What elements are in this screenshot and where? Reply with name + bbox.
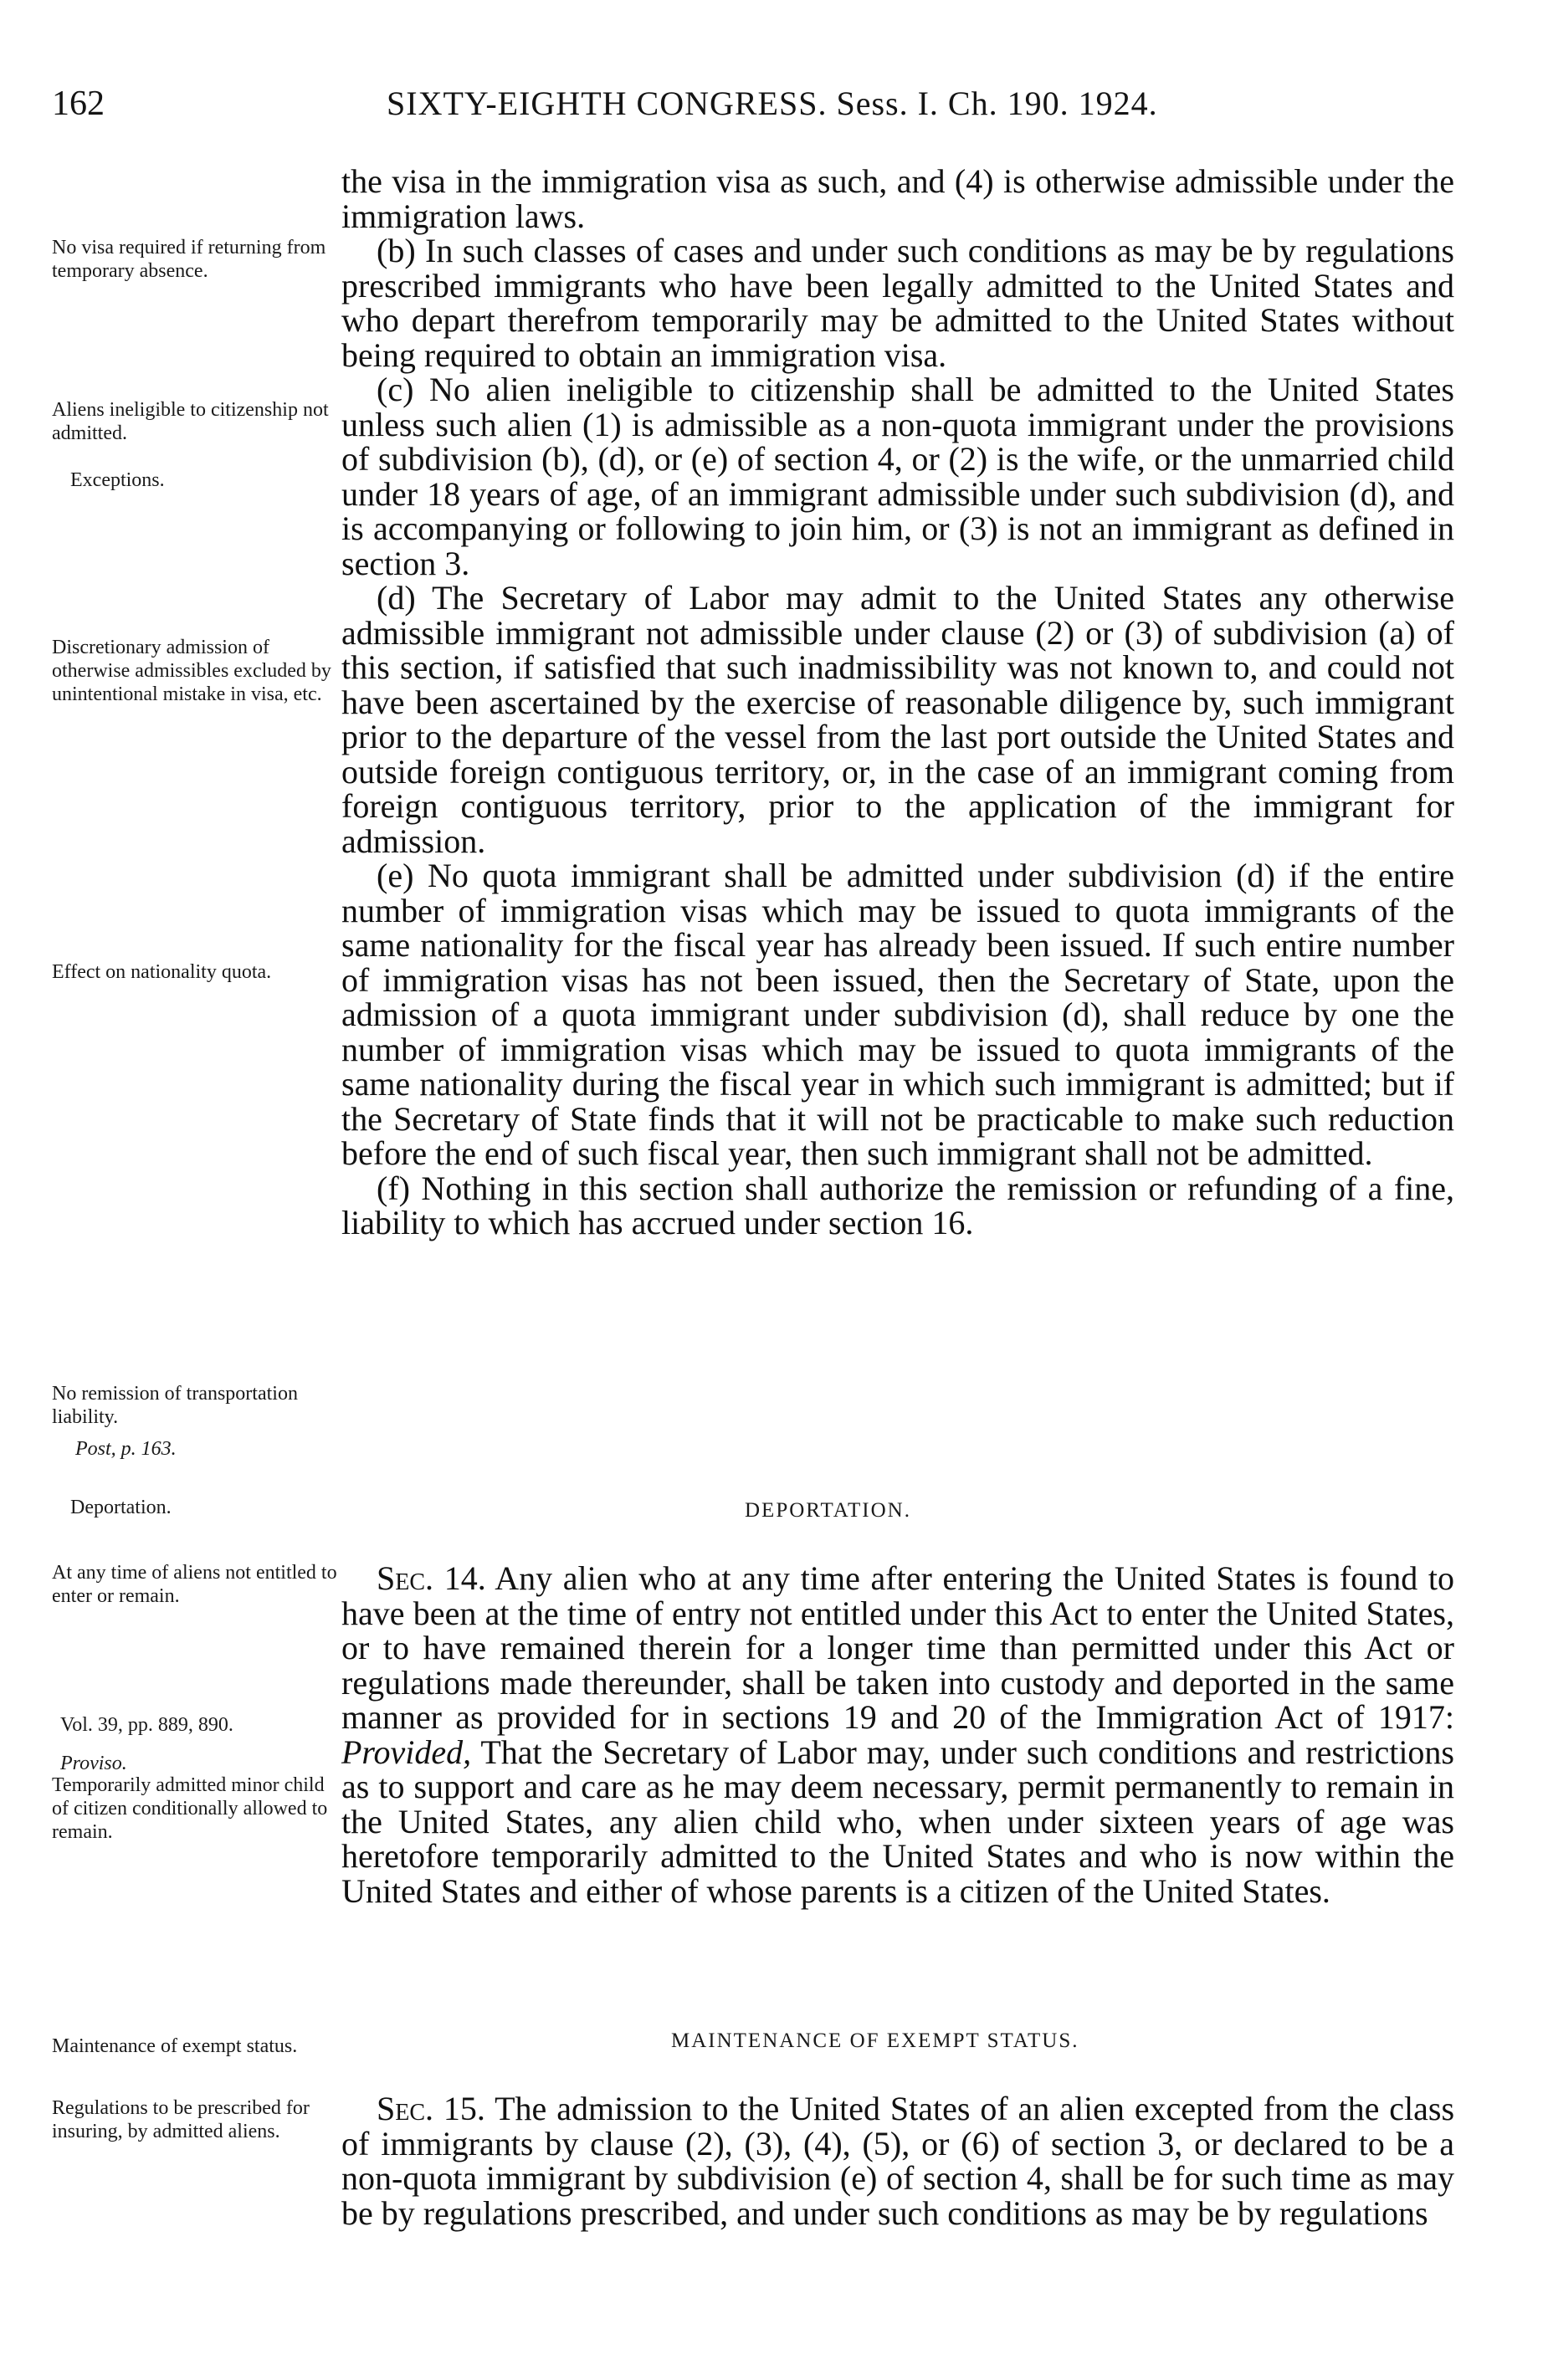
- margin-note-maintenance: Maintenance of exempt status.: [52, 2035, 298, 2057]
- section-15: [341, 2091, 1454, 2230]
- margin-note-regulations: Regulations to be prescribed for insuring, by admitted aliens.: [52, 2097, 310, 2142]
- margin-note-discretionary: Discretionary admission of otherwise admissibles excluded by unintentional mistake in visa, etc.: [52, 637, 331, 705]
- margin-note-vol-ref: Vol. 39, pp. 889, 890.: [60, 1714, 233, 1736]
- sec14-text-a: Any alien who at any time after entering the United States is found to have been at the time of entry not entitled under this Act to enter the United States, or to have remained therein for a longer time than permitted under this Act or regulations made thereunder, shall be taken into custody and deported in the same manner as provided for in sections 19 and 20 of the Immigration Act of 1917:: [341, 1559, 1455, 1736]
- sec14-text-b: That the Secretary of Labor may, under such conditions and restrictions as to support and care as he may deem necessary, permit permanently to remain in the United States, any alien child who, when under sixteen years of age was heretofore temporarily admitted to the United States and who is now within the United States and either of whose parents is a citizen of the United States.: [341, 1733, 1455, 1910]
- margin-note-post-ref: Post, p. 163.: [75, 1438, 177, 1460]
- margin-note-at-any-time: At any time of aliens not entitled to enter or remain.: [52, 1562, 337, 1607]
- margin-note-aliens-ineligible: Aliens ineligible to citizenship not admitted.: [52, 399, 329, 444]
- running-title: SIXTY-EIGHTH CONGRESS. Sess. I. Ch. 190. 1924.: [387, 84, 1158, 122]
- page-header: [52, 84, 1474, 134]
- margin-note-no-visa: No visa required if returning from temporary absence.: [52, 237, 326, 282]
- body-text-upper: [341, 164, 1454, 1241]
- margin-note-no-remission: No remission of transportation liability.: [52, 1383, 298, 1428]
- margin-note-temporarily: Temporarily admitted minor child of citizen conditionally allowed to remain.: [52, 1774, 328, 1843]
- paragraph-d: (d) The Secretary of Labor may admit to the United States any otherwise admissible immigrant not admissible under clause (2) or (3) of subdivision (a) of this section, if satisfied that such inadmissibility was not known to, and could not have been ascertained by the exercise of reasonable diligence by, such immigrant prior to the departure of the vessel from the last port outside the United States and outside foreign contiguous territory, or, in the case of an immigrant coming from foreign contiguous territory, prior to the application of the immigrant for admission.: [341, 579, 1454, 860]
- margin-note-proviso: Proviso.: [60, 1753, 127, 1774]
- sec14-label: Sec. 14.: [377, 1559, 486, 1597]
- section-14: [341, 1561, 1454, 1908]
- paragraph-f: (f) Nothing in this section shall authorize the remission or refunding of a fine, liability to which has accrued under section 16.: [341, 1169, 1454, 1241]
- margin-note-deportation: Deportation.: [70, 1497, 172, 1518]
- heading-deportation: DEPORTATION.: [745, 1499, 911, 1522]
- paragraph-c: (c) No alien ineligible to citizenship shall be admitted to the United States unless such alien (1) is admissible as a non-quota immigrant under the provisions of subdivision (b), (d), or (e) of section 4, or (2) is the wife, or the unmarried child under 18 years of age, of an immigrant admissible under such subdivision (d), and is accompanying or following to join him, or (3) is not an immigrant as defined in section 3.: [341, 371, 1454, 582]
- sec15-text: The admission to the United States of an alien excepted from the class of immigrants by clause (2), (3), (4), (5), or (6) of section 3, or declared to be a non-quota immigrant by subdivision (e) of section 4, shall be for such time as may be by regulations prescribed, and under such conditions as may be by regulations: [341, 2090, 1455, 2232]
- paragraph-e: (e) No quota immigrant shall be admitted under subdivision (d) if the entire number of immigration visas which may be issued to quota immigrants of the same nationality for the fiscal year has already been issued. If such entire number of immigration visas has not been issued, then the Secretary of State, upon the admission of a quota immigrant under subdivision (d), shall reduce by one the number of immigration visas which may be issued to quota immigrants of the same nationality during the fiscal year in which such immigrant is admitted; but if the Secretary of State finds that it will not be practicable to make such reduction before the end of such fiscal year, then such immigrant shall not be admitted.: [341, 857, 1454, 1172]
- sec14-provided: Provided,: [341, 1733, 472, 1771]
- margin-note-exceptions: Exceptions.: [70, 469, 165, 491]
- paragraph-continuation: the visa in the immigration visa as such, and (4) is otherwise admissible under the immigration laws.: [341, 162, 1454, 235]
- paragraph-b: (b) In such classes of cases and under such conditions as may be by regulations prescribed immigrants who have been legally admitted to the United States and who depart therefrom temporarily may be admitted to the United States without being required to obtain an immigration visa.: [341, 232, 1454, 374]
- margin-note-effect-quota: Effect on nationality quota.: [52, 961, 272, 983]
- sec15-label: Sec. 15.: [377, 2090, 485, 2127]
- page-number: 162: [52, 84, 105, 123]
- heading-maintenance: MAINTENANCE OF EXEMPT STATUS.: [671, 2029, 1079, 2052]
